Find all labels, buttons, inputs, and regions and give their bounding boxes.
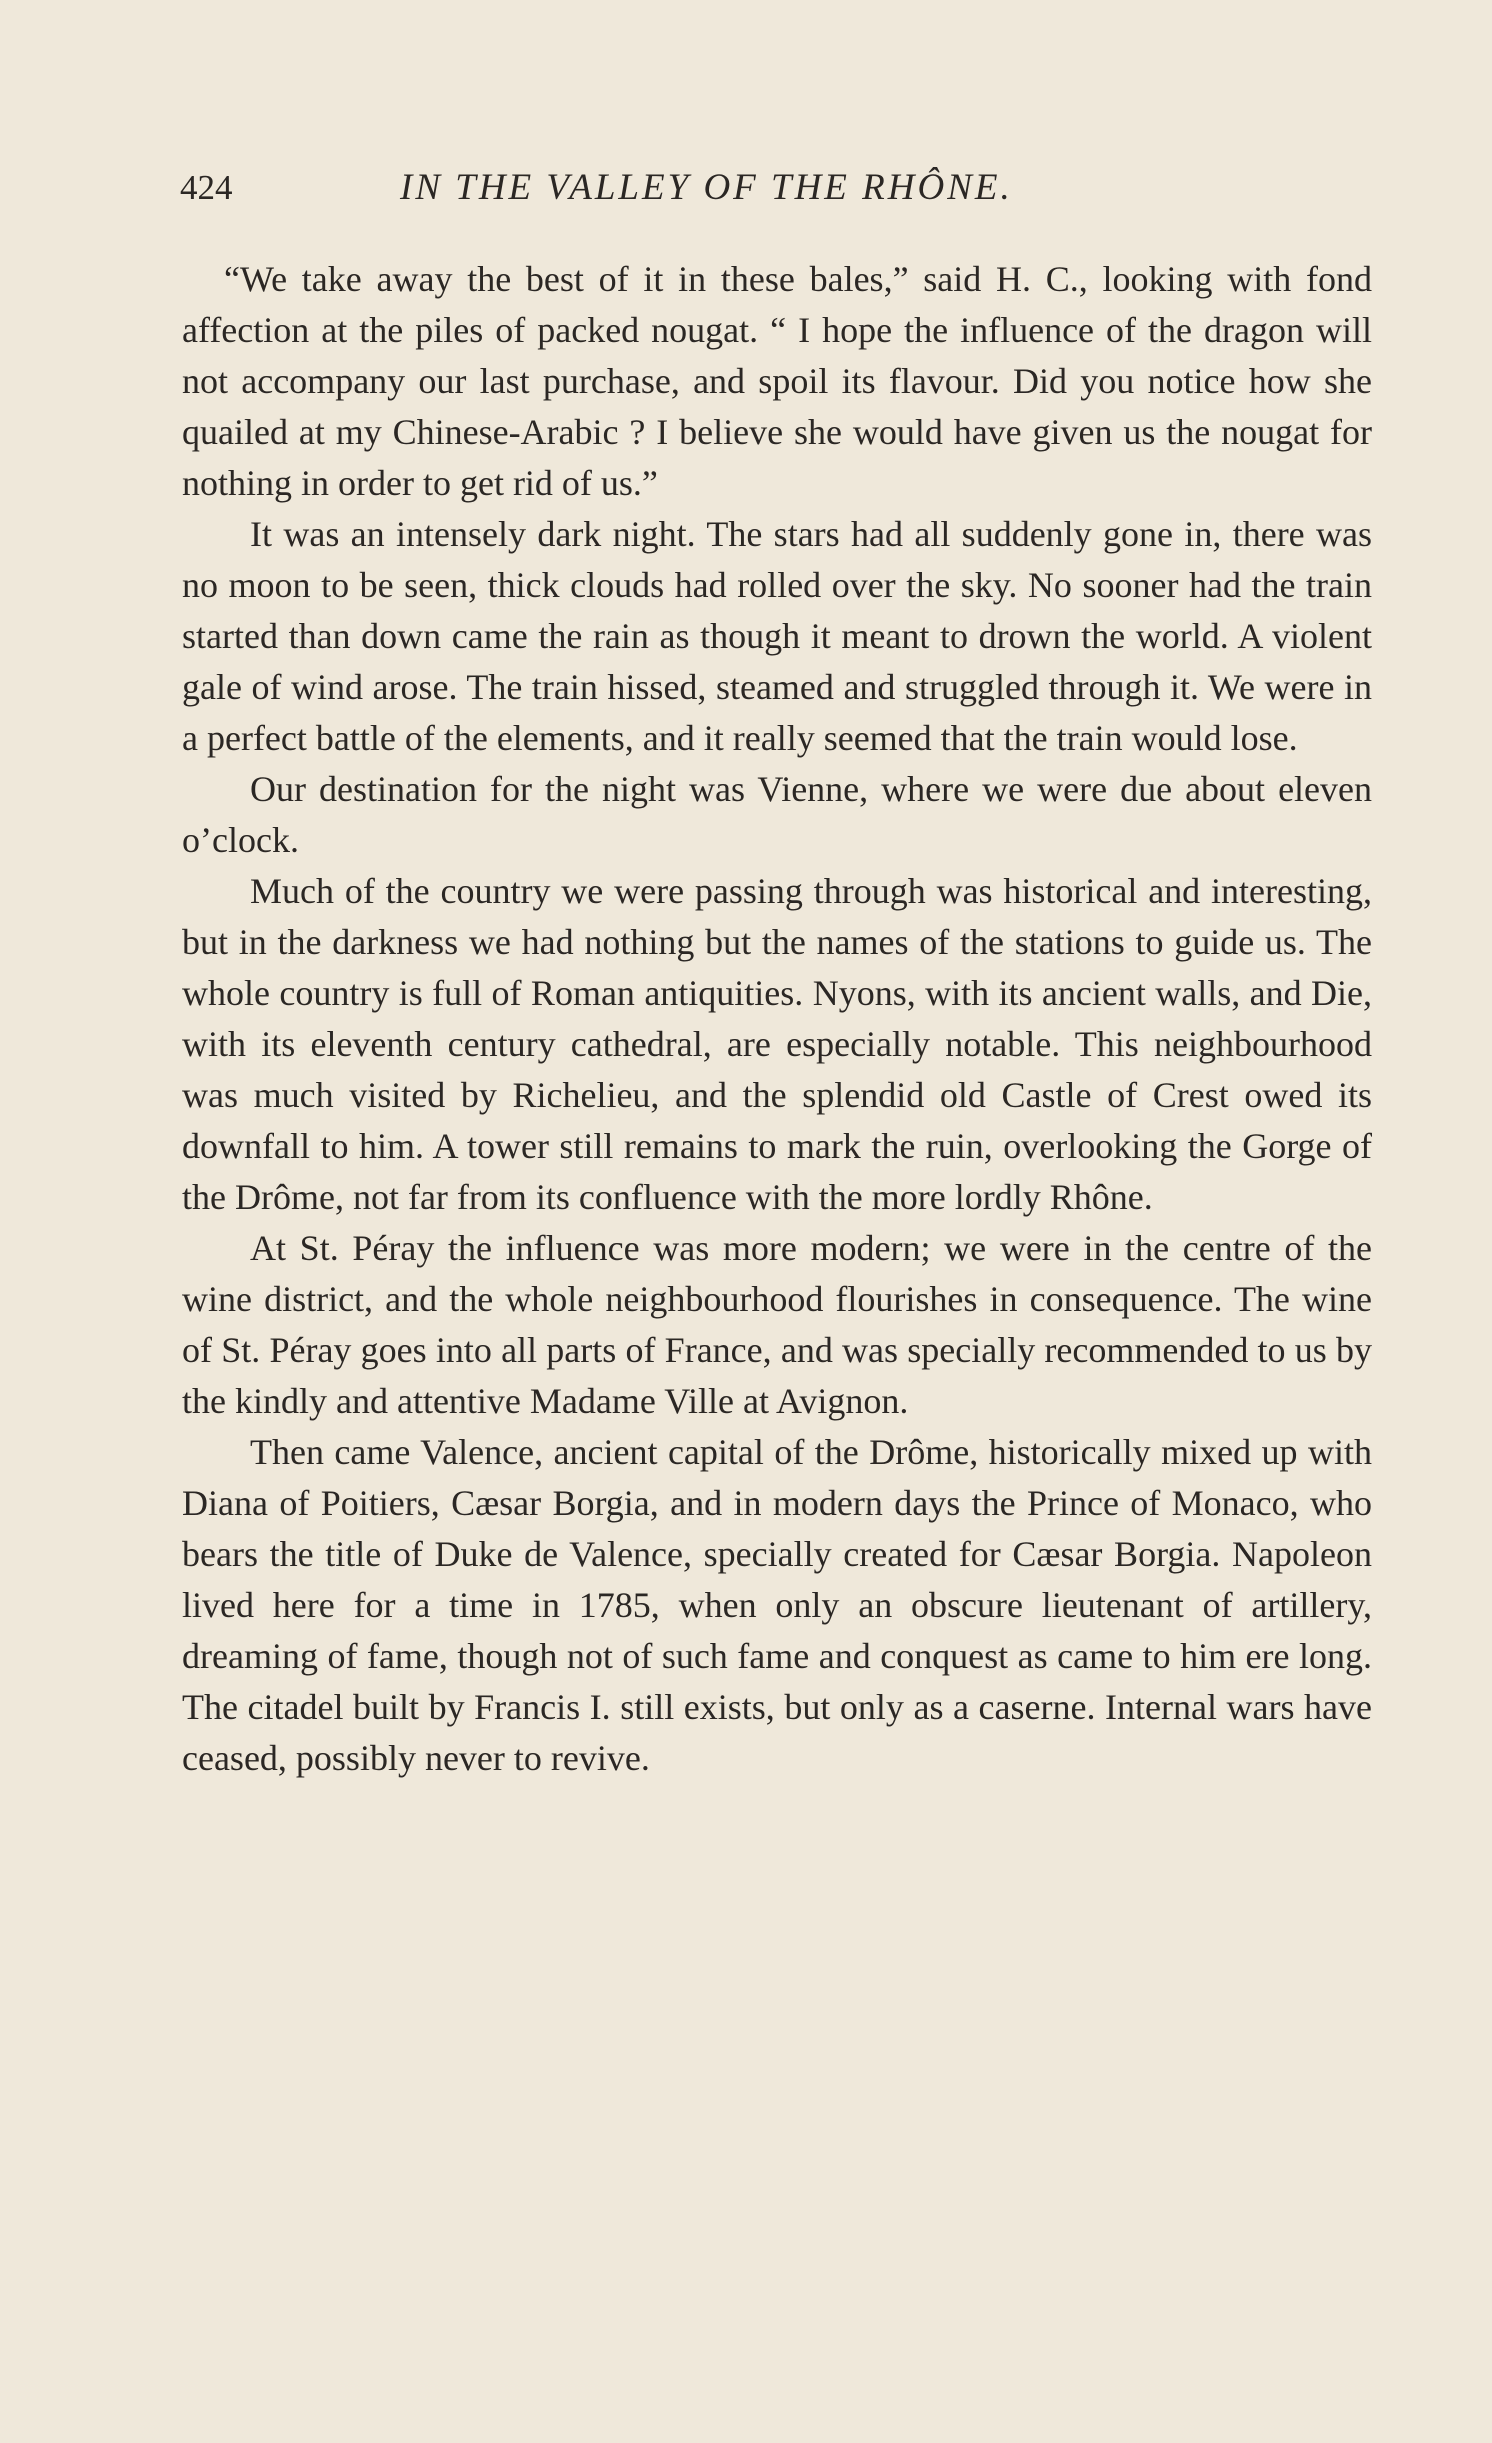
paragraph-5: At St. Péray the influence was more modern; we were in the centre of the wine district, and the whole neighbourhood flourishes in consequence. The wine of St. Péray goes into all parts of France, and was specially recommended to us by the kindly and attentive Madame Ville at Avignon. bbox=[182, 1228, 1372, 1421]
paragraph-3: Our destination for the night was Vienne, where we were due about eleven o’clock. bbox=[182, 769, 1372, 860]
body-text bbox=[182, 254, 1372, 1784]
paragraph-1: “We take away the best of it in these bales,” said H. C., looking with fond affection at the piles of packed nougat. “ I hope the influence of the dragon will not accompany our last purchase, and spoil its flavour. Did you notice how she quailed at my Chinese-Arabic ? I believe she would have given us the nougat for nothing in order to get rid of us.” bbox=[182, 259, 1372, 503]
running-title: IN THE VALLEY OF THE RHÔNE. bbox=[400, 167, 1013, 208]
page-number: 424 bbox=[180, 168, 233, 207]
paragraph-6: Then came Valence, ancient capital of the Drôme, historically mixed up with Diana of Poitiers, Cæsar Borgia, and in modern days the Prince of Monaco, who bears the title of Duke de Valence, specially created for Cæsar Borgia. Napoleon lived here for a time in 1785, when only an obscure lieutenant of artillery, dreaming of fame, though not of such fame and conquest as came to him ere long. The citadel built by Francis I. still exists, but only as a caserne. Internal wars have ceased, possibly never to revive. bbox=[182, 1432, 1372, 1778]
page-header bbox=[180, 163, 1375, 213]
paragraph-4: Much of the country we were passing through was historical and interesting, but in the darkness we had nothing but the names of the stations to guide us. The whole country is full of Roman antiquities. Nyons, with its ancient walls, and Die, with its eleventh century cathedral, are especially notable. This neighbourhood was much visited by Richelieu, and the splendid old Castle of Crest owed its downfall to him. A tower still remains to mark the ruin, overlooking the Gorge of the Drôme, not far from its confluence with the more lordly Rhône. bbox=[182, 871, 1372, 1217]
paragraph-2: It was an intensely dark night. The stars had all suddenly gone in, there was no moon to be seen, thick clouds had rolled over the sky. No sooner had the train started than down came the rain as though it meant to drown the world. A violent gale of wind arose. The train hissed, steamed and struggled through it. We were in a perfect battle of the elements, and it really seemed that the train would lose. bbox=[182, 514, 1372, 758]
